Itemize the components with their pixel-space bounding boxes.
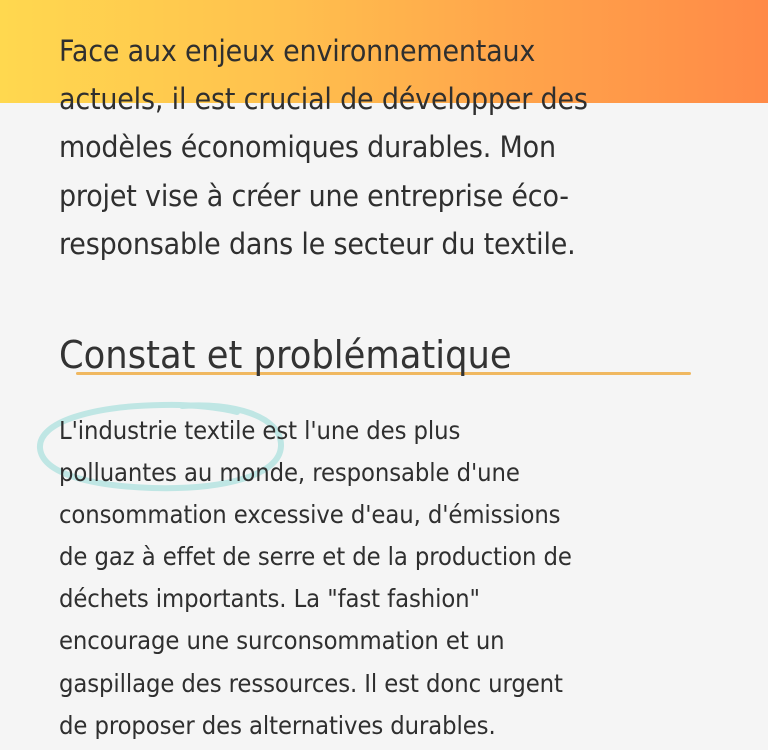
- intro-line: responsable dans le secteur du textile.: [59, 226, 576, 261]
- body-line: gaspillage des ressources. Il est donc urgent: [59, 668, 563, 698]
- intro-paragraph: [59, 27, 628, 268]
- body-line: consommation excessive d'eau, d'émissions: [59, 500, 561, 530]
- problem-paragraph: [59, 410, 610, 747]
- intro-line: Face aux enjeux environnementaux: [59, 34, 536, 68]
- intro-line: projet vise à créer une entreprise éco-: [59, 178, 569, 213]
- body-line: polluantes au monde, responsable d'une: [59, 458, 520, 488]
- intro-line: modèles économiques durables. Mon: [59, 130, 556, 165]
- body-line: de gaz à effet de serre et de la production de: [59, 542, 572, 572]
- body-line: L'industrie textile est l'une des plus: [59, 416, 461, 445]
- body-line: déchets importants. La "fast fashion": [59, 584, 480, 614]
- body-line: encourage une surconsommation et un: [59, 626, 505, 656]
- body-line: de proposer des alternatives durables.: [59, 710, 496, 740]
- intro-line: actuels, il est crucial de développer des: [59, 82, 588, 117]
- section-heading: Constat et problématique: [59, 333, 512, 377]
